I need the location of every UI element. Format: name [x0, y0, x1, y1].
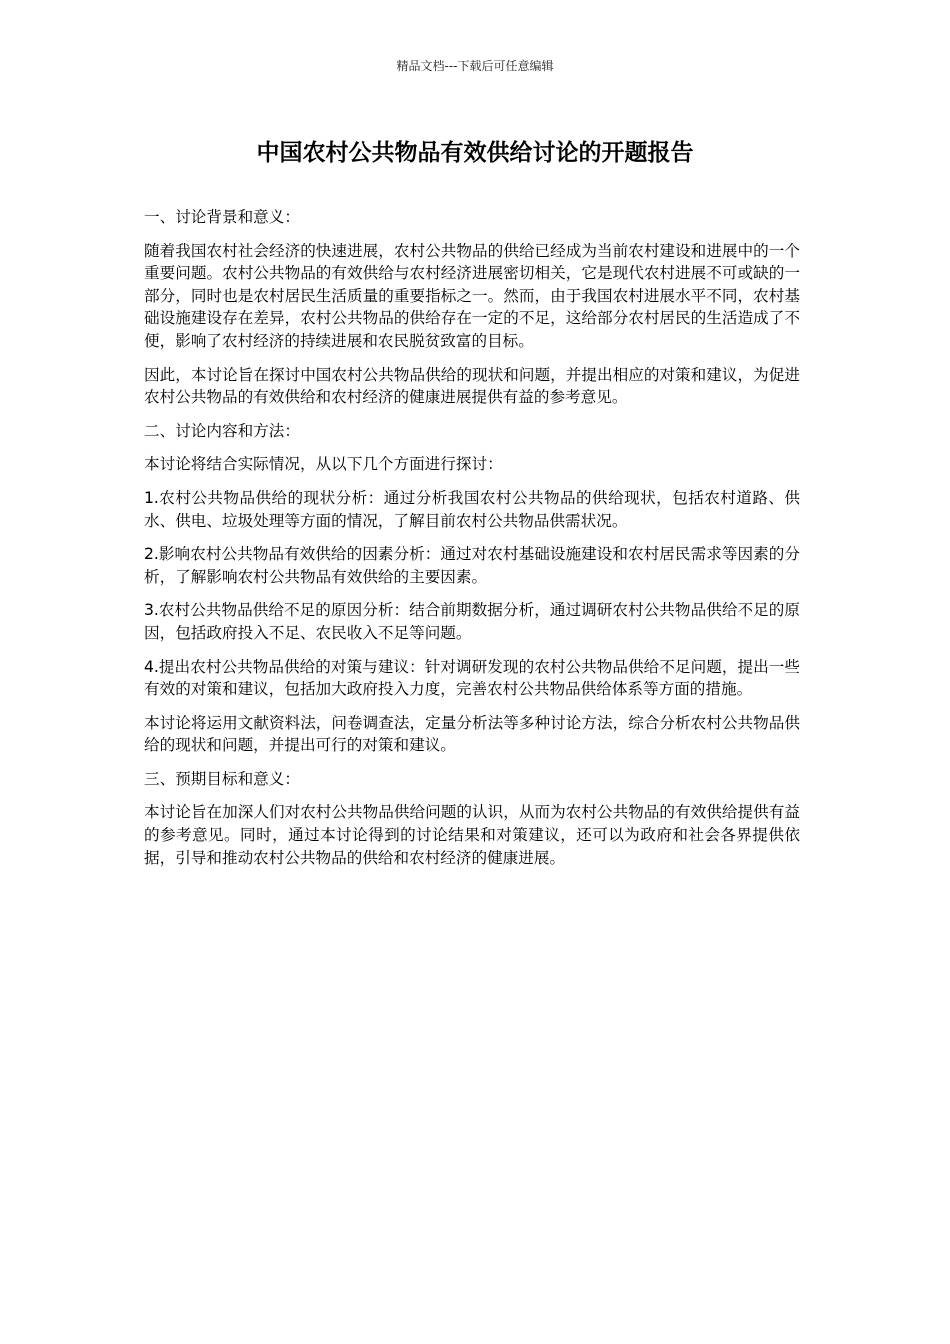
paragraph-purpose: 因此，本讨论旨在探讨中国农村公共物品供给的现状和问题，并提出相应的对策和建议，为促进农村公共物品的有效供给和农村经济的健康进展提供有益的参考意见。	[144, 365, 800, 407]
paragraph-intro: 本讨论将结合实际情况，从以下几个方面进行探讨：	[144, 455, 503, 474]
list-item-1: 1.农村公共物品供给的现状分析：通过分析我国农村公共物品的供给现状，包括农村道路、供水、供电、垃圾处理等方面的情况，了解目前农村公共物品供需状况。	[144, 488, 800, 530]
paragraph-background: 随着我国农村社会经济的快速进展，农村公共物品的供给已经成为当前农村建设和进展中的一个重要问题。农村公共物品的有效供给与农村经济进展密切相关，它是现代农村进展不可或缺的一部分，同时也是农村居民生活质量的重要指标之一。然而，由于我国农村进展水平不同，农村基础设施建设存在差异，农村公共物品的供给存在一定的不足，这给部分农村居民的生活造成了不便，影响了农村经济的持续进展和农民脱贫致富的目标。	[144, 241, 800, 350]
list-item-2: 2.影响农村公共物品有效供给的因素分析：通过对农村基础设施建设和农村居民需求等因素的分析，了解影响农村公共物品有效供给的主要因素。	[144, 545, 800, 586]
list-item-3: 3.农村公共物品供给不足的原因分析：结合前期数据分析，通过调研农村公共物品供给不足的原因，包括政府投入不足、农民收入不足等问题。	[144, 601, 800, 642]
document-body	[144, 206, 800, 880]
list-item-4: 4.提出农村公共物品供给的对策与建议：针对调研发现的农村公共物品供给不足问题，提出一些有效的对策和建议，包括加大政府投入力度，完善农村公共物品供给体系等方面的措施。	[144, 657, 800, 699]
header-note: 精品文档---下载后可任意编辑	[396, 59, 554, 73]
paragraph-methods: 本讨论将运用文献资料法，问卷调查法，定量分析法等多种讨论方法，综合分析农村公共物品供给的现状和问题，并提出可行的对策和建议。	[144, 713, 800, 755]
section-heading-background: 一、讨论背景和意义：	[144, 208, 300, 226]
document-title: 中国农村公共物品有效供给讨论的开题报告	[256, 140, 694, 166]
paragraph-goals: 本讨论旨在加深人们对农村公共物品供给问题的认识，从而为农村公共物品的有效供给提供有益的参考意见。同时，通过本讨论得到的讨论结果和对策建议，还可以为政府和社会各界提供依据，引导和推动农村公共物品的供给和农村经济的健康进展。	[144, 803, 800, 867]
section-heading-content-method: 二、讨论内容和方法：	[144, 421, 300, 440]
section-heading-goals: 三、预期目标和意义：	[144, 769, 300, 788]
